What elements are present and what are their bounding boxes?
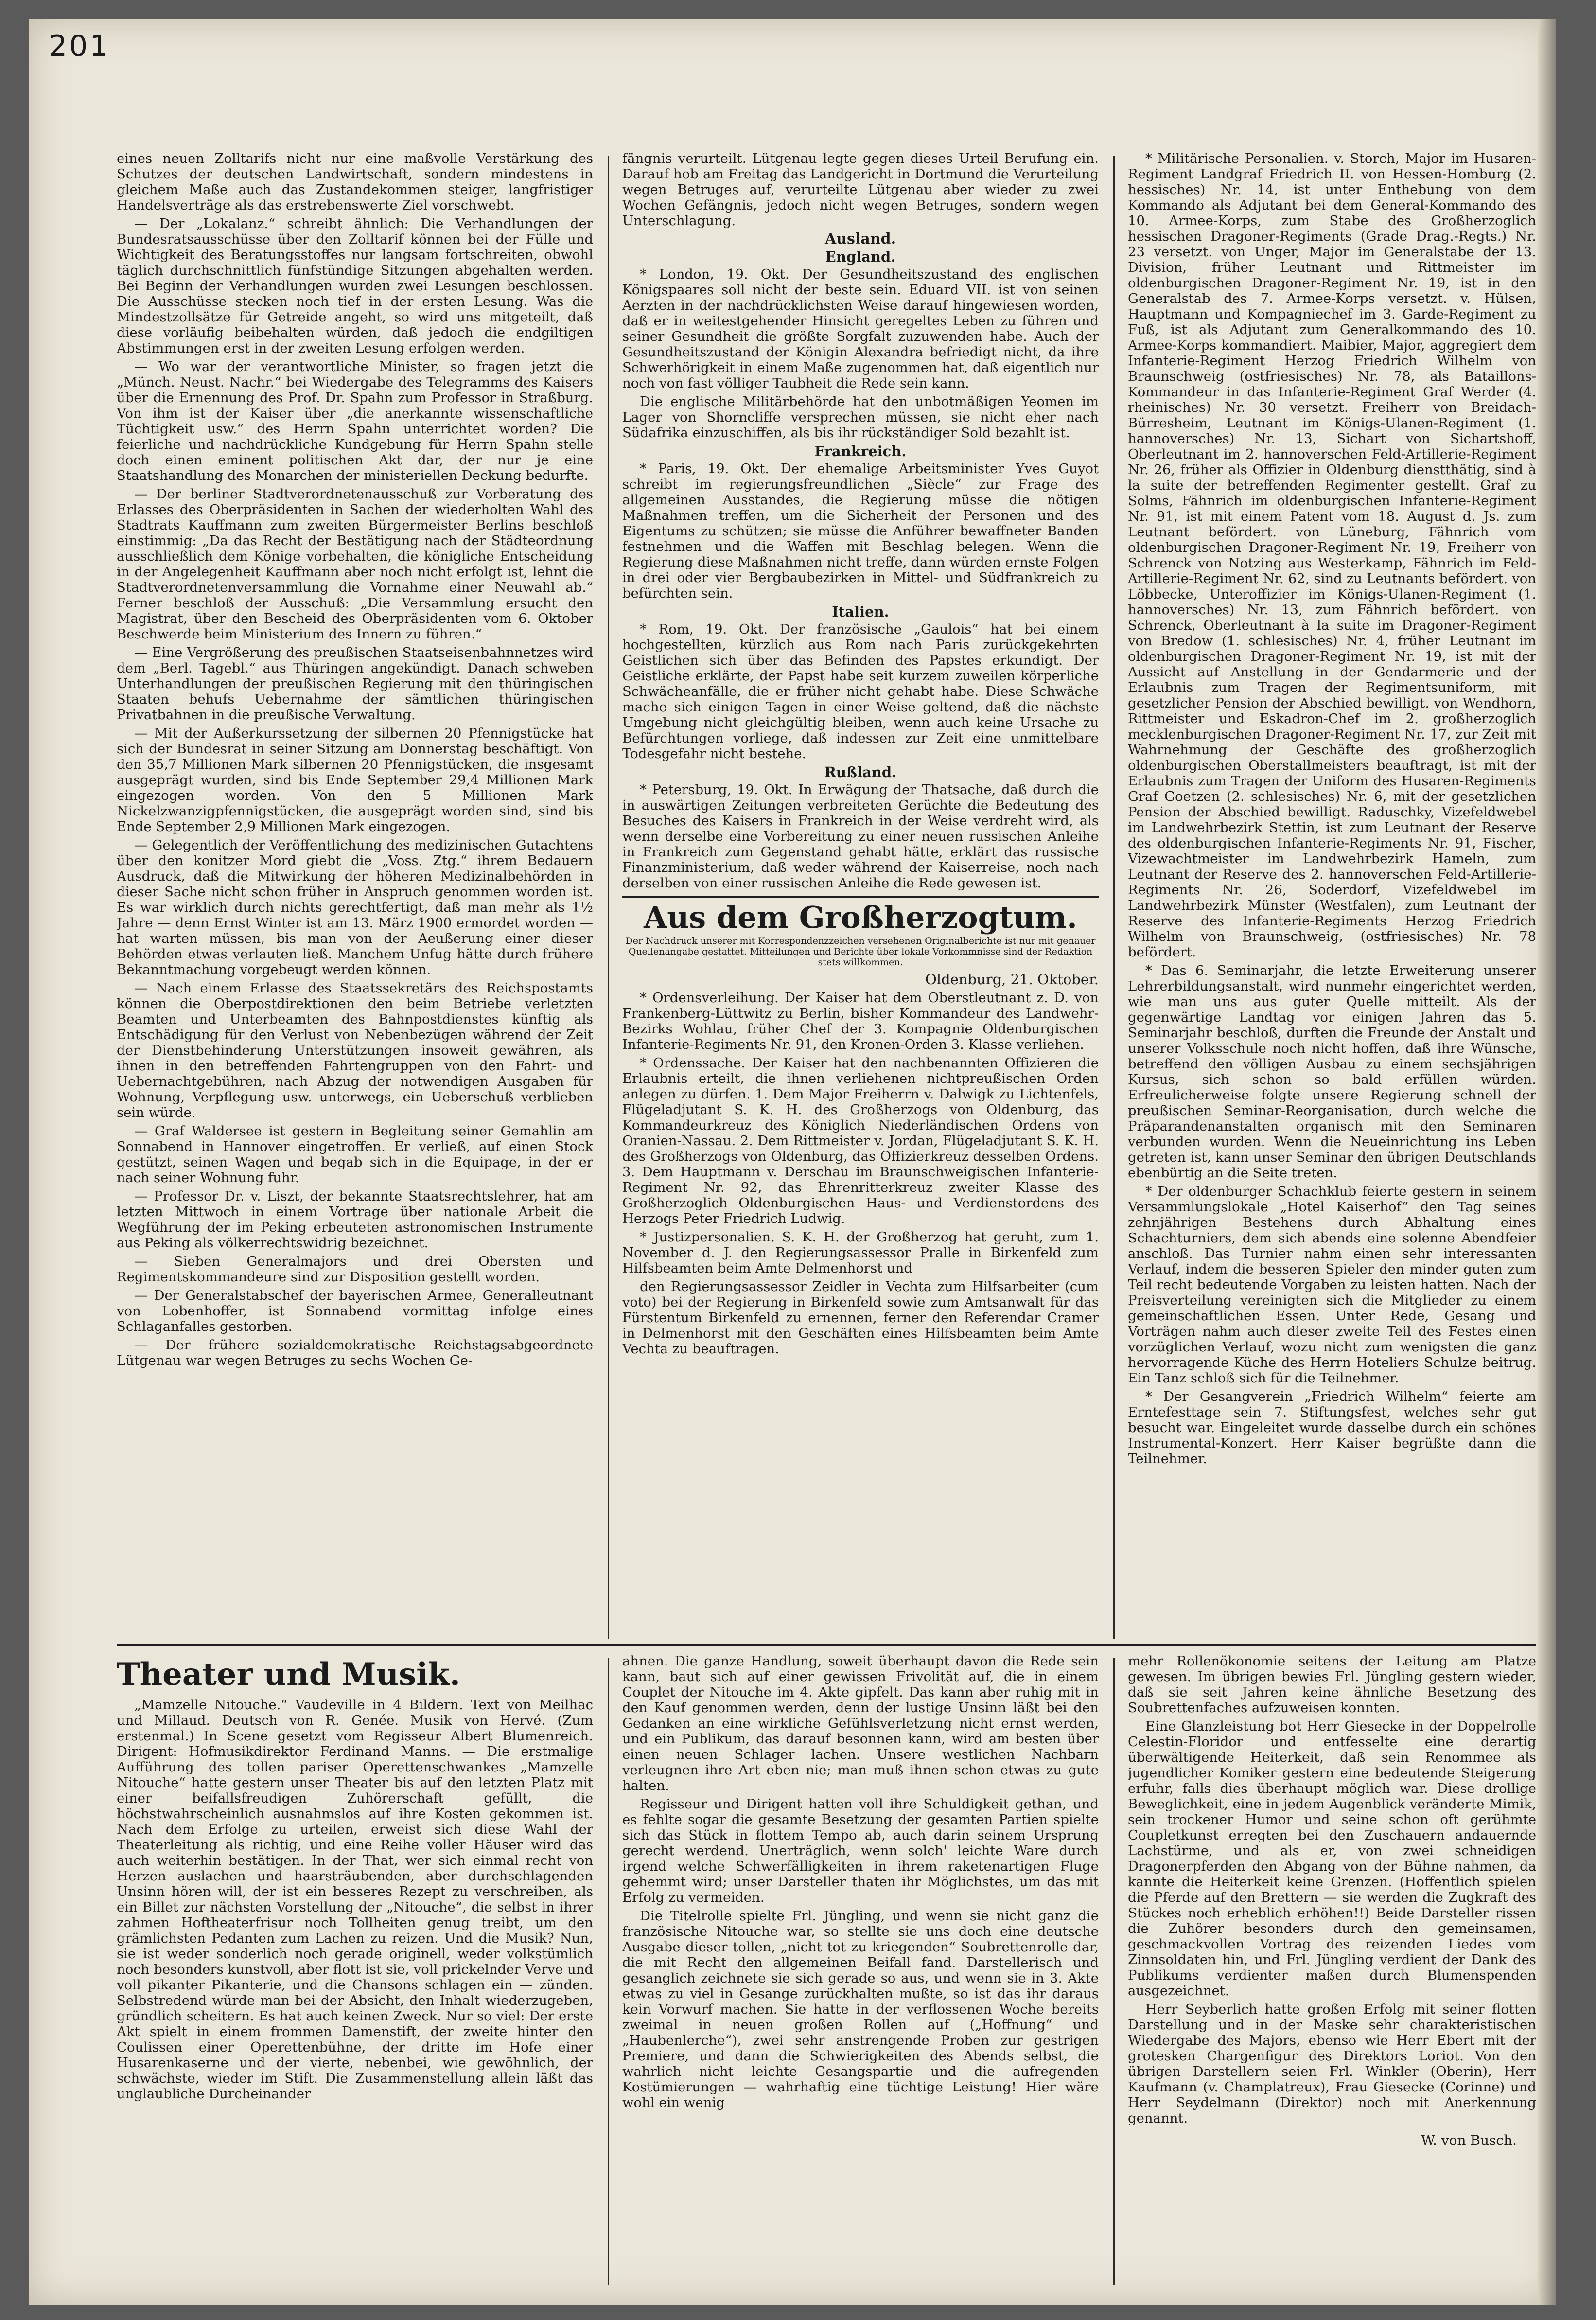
article-paragraph: * Rom, 19. Okt. Der französische „Gaulois“ hat bei einem hochgestellten, kürzlich aus Rom nach Paris zurückgekehrten Geistlichen sich über das Befinden des Papstes erkundigt. Der Geistliche erklärte, der Papst habe seit kurzem zuweilen körperliche Schwächeanfälle, die er früher nicht gehabt habe. Diese Schwäche mache sich einigen Tagen in einer Weise geltend, daß die nächste Umgebung nicht gleichgültig bleiben, wenn auch keine Ursache zu Befürchtungen vorliege, daß indessen zur Zeit eine unmittelbare Todesgefahr nicht bestehe. xyxy=(622,621,1099,762)
country-heading: Frankreich. xyxy=(814,443,907,460)
article-paragraph: — Gelegentlich der Veröffentlichung des medizinischen Gutachtens über den konitzer Mord giebt die „Voss. Ztg.“ ihrem Bedauern Ausdruck, daß die Mitwirkung der höheren Medizinalbehörden in dieser Sache nicht schon früher in Anspruch genommen worden ist. Es war wirklich durch nichts gerechtfertigt, daß man mehr als 1½ Jahre — denn Ernst Winter ist am 13. März 1900 ermordet worden — hat warten müssen, bis man von der Aeußerung einer dieser Behörden etwas verlauten ließ. Manchem Unfug hätte durch frühere Bekanntmachung vorgebeugt werden können. xyxy=(117,837,593,977)
article-paragraph: * Der Gesangverein „Friedrich Wilhelm“ feierte am Erntefesttage sein 7. Stiftungsfest, welches sehr gut besucht war. Eingeleitet wurde dasselbe durch ein schönes Instrumental-Konzert. Herr Kaiser begrüßte dann die Teilnehmer. xyxy=(1128,1389,1536,1467)
section-divider xyxy=(117,1644,1536,1646)
column-right xyxy=(1128,151,1536,1634)
column-divider xyxy=(1113,156,1115,1639)
article-paragraph: * Militärische Personalien. v. Storch, Major im Husaren-Regiment Landgraf Friedrich II. von Hessen-Homburg (2. hessisches) Nr. 14, ist unter Enthebung von dem Kommando als Adjutant bei dem General-Kommando des 10. Armee-Korps, zum Stabe des Großherzoglich hessischen Dragoner-Regiments (Grade Drag.-Regts.) Nr. 23 versetzt. von Unger, Major im Generalstabe der 13. Division, früher Leutnant und Rittmeister im oldenburgischen Dragoner-Regiment Nr. 19, ist in den Generalstab des 7. Armee-Korps versetzt. v. Hülsen, Hauptmann und Kompagniechef im 3. Garde-Regiment zu Fuß, ist als Adjutant zum Generalkommando des 10. Armee-Korps kommandiert. Maibier, Major, aggregiert dem Infanterie-Regiment Herzog Friedrich Wilhelm von Braunschweig (ostfriesisches) Nr. 78, als Bataillons-Kommandeur in das Infanterie-Regiment Graf Werder (4. rheinisches) Nr. 30 versetzt. Freiherr von Breidach-Bürresheim, Leutnant im Königs-Ulanen-Regiment (1. hannoversches) Nr. 13, Sichart von Sichartshoff, Oberleutnant im 2. hannoverschen Feld-Artillerie-Regiment Nr. 26, früher als Offizier in Oldenburg dienstthätig, sind à la suite der betreffenden Regimenter gestellt. Graf zu Solms, Fähnrich im oldenburgischen Infanterie-Regiment Nr. 91, ist mit einem Patent vom 18. August d. Js. zum Leutnant befördert. von Lüneburg, Fähnrich vom oldenburgischen Dragoner-Regiment Nr. 19, Freiherr von Schrenck von Notzing aus Westerkamp, Fähnrich im Feld-Artillerie-Regiment Nr. 62, sind zu Leutnants befördert. von Löbbecke, Unteroffizier im Königs-Ulanen-Regiment (1. hannoversches) Nr. 13, zum Fähnrich befördert. von Schrenck, Oberleutnant à la suite im Dragoner-Regiment von Bredow (1. schlesisches) Nr. 4, früher Leutnant im oldenburgischen Dragoner-Regiment Nr. 19, ist mit der Aussicht auf Anstellung in der Gendarmerie und der Erlaubnis zum Tragen der Regimentsuniform, mit gesetzlicher Pension der Abschied bewilligt. von Wendhorn, Rittmeister und Eskadron-Chef im 2. großherzoglich mecklenburgischen Dragoner-Regiment Nr. 17, zur Zeit mit Wahrnehmung der Geschäfte des großherzoglich oldenburgischen Oberstallmeisters beauftragt, ist mit der Erlaubnis zum Tragen der Uniform des Husaren-Regiments Graf Goetzen (2. schlesisches) Nr. 6, mit der gesetzlichen Pension der Abschied bewilligt. Raduschky, Vizefeldwebel im Landwehrbezirk Stettin, ist zum Leutnant der Reserve des oldenburgischen Infanterie-Regiments Nr. 91, Fischer, Vizewachtmeister im Landwehrbezirk Hameln, zum Leutnant der Reserve des 2. hannoverschen Feld-Artillerie-Regiments Nr. 26, Soderdorf, Vizefeldwebel im Landwehrbezirk Münster (Westfalen), zum Leutnant der Reserve des Infanterie-Regiments Herzog Friedrich Wilhelm von Braunschweig, (ostfriesisches) Nr. 78 befördert. xyxy=(1128,151,1536,960)
article-paragraph: — Mit der Außerkurssetzung der silbernen 20 Pfennigstücke hat sich der Bundesrat in seiner Sitzung am Donnerstag beschäftigt. Von den 35,7 Millionen Mark silbernen 20 Pfennigstücken, die insgesamt ausgeprägt wurden, sind bis Ende September 29,4 Millionen Mark eingezogen worden. Von den 5 Millionen Mark Nickelzwanzigpfennigstücken, die ausgeprägt worden sind, sind bis Ende September 2,9 Millionen Mark eingezogen. xyxy=(117,726,593,834)
reprint-notice: Der Nachdruck unserer mit Korrespondenzzeichen versehenen Originalberichte ist nur mit genauer Quellenangabe gestattet. Mitteilungen und Berichte über lokale Vorkommnisse sind der Redaktion stets willkommen. xyxy=(625,936,1096,968)
column-left xyxy=(117,151,593,1634)
review-paragraph: Die Titelrolle spielte Frl. Jüngling, und wenn sie nicht ganz die französische Nitouche war, so stellte sie uns doch eine deutsche Ausgabe dieser tollen, „nicht tot zu kriegenden“ Soubrettenrolle dar, die mit Recht den allgemeinen Beifall fand. Darstellerisch und gesanglich zeichnete sie sich gerade so aus, und wenn sie in 3. Akte etwas zu viel in Gesange zurückhalten mußte, so ist das ihr daraus kein Vorwurf machen. Sie hatte in der verflossenen Woche bereits zweimal in neuen großen Rollen auf („Hoffnung“ und „Haubenlerche“), zwei sehr anstrengende Proben zur gestrigen Premiere, und dann die Schwierigkeiten des Abends selbst, die wahrlich nicht leichte Gesangspartie und die aufregenden Kostümierungen — wahrhaftig eine tüchtige Leistung! Hier wäre wohl ein wenig xyxy=(622,1908,1099,2110)
country-heading: Rußland. xyxy=(824,764,897,780)
article-paragraph: — Nach einem Erlasse des Staatssekretärs des Reichspostamts können die Oberpostdirektionen den beim Betriebe verletzten Beamten und Unterbeamten des Bahnpostdienstes künftig als Entschädigung für den Verlust von Nebenbezügen während der Zeit der Dienstbehinderung Unterstützungen insoweit gewähren, als ihnen in den betreffenden Fahrtengruppen von den Fahrt- und Uebernachtgebühren, nach Abzug der notwendigen Ausgaben für Wohnung, Verpflegung usw. unterwegs, ein Ueberschuß verblieben sein würde. xyxy=(117,980,593,1120)
article-paragraph: — Der frühere sozialdemokratische Reichstagsabgeordnete Lütgenau war wegen Betruges zu sechs Wochen Ge- xyxy=(117,1337,593,1368)
article-paragraph: — Der „Lokalanz.“ schreibt ähnlich: Die Verhandlungen der Bundesratsausschüsse über den Zolltarif können bei der Fülle und Wichtigkeit des Beratungsstoffes nur langsam fortschreiten, obwohl täglich durchschnittlich fünfstündige Sitzungen abgehalten werden. Bei Beginn der Verhandlungen wurden zwei Lesungen beschlossen. Die Ausschüsse stecken noch tief in der ersten Lesung. Was die Mindestzollsätze für Getreide angeht, so wird uns mitgeteilt, daß diese vorläufig beibehalten würden, daß jedoch die endgiltigen Abstimmungen erst in der zweiten Lesung erfolgen werden. xyxy=(117,216,593,356)
review-paragraph: Regisseur und Dirigent hatten voll ihre Schuldigkeit gethan, und es fehlte sogar die gesamte Besetzung der gesamten Partien spielte sich das Stück in flottem Tempo ab, auch darin seinem Ursprung gerecht werdend. Unerträglich, wenn solch' leichte Ware durch irgend welche Schwerfälligkeiten in ihrem raketenartigen Fluge gehemmt wird; unser Darsteller thaten ihr Möglichstes, um das mit Erfolg zu vermeiden. xyxy=(622,1796,1099,1905)
column-divider xyxy=(608,156,609,1639)
section-title: Aus dem Großherzogtum. xyxy=(644,900,1077,935)
country-heading: England. xyxy=(825,248,896,265)
article-paragraph: Die englische Militärbehörde hat den unbotmäßigen Yeomen im Lager von Shorncliffe versprechen müssen, sie nicht eher nach Südafrika einzuschiffen, als bis ihr rückständiger Sold bezahlt ist. xyxy=(622,394,1099,441)
article-paragraph: — Eine Vergrößerung des preußischen Staatseisenbahnnetzes wird dem „Berl. Tagebl.“ aus Thüringen angekündigt. Danach schweben Unterhandlungen der preußischen Regierung mit den thüringischen Staaten behufs Uebernahme der sämtlichen thüringischen Privatbahnen in die preußische Verwaltung. xyxy=(117,645,593,723)
page-number: 201 xyxy=(49,29,110,63)
country-heading: Italien. xyxy=(832,603,889,620)
newspaper-page xyxy=(29,19,1556,2305)
review-paragraph: Herr Seyberlich hatte großen Erfolg mit seiner flotten Darstellung und in der Maske sehr charakteristischen Wiedergabe des Majors, ebenso wie Herr Ebert mit der grotesken Chargenfigur des Direktors Loriot. Von den übrigen Darstellern seien Frl. Winkler (Oberin), Herr Kaufmann (v. Champlatreux), Frau Giesecke (Corinne) und Herr Seydelmann (Direktor) noch mit Anerkennung genannt. xyxy=(1128,2001,1536,2126)
article-paragraph: — Sieben Generalmajors und drei Obersten und Regimentskommandeure sind zur Disposition gestellt worden. xyxy=(117,1254,593,1285)
review-paragraph: Eine Glanzleistung bot Herr Giesecke in der Doppelrolle Celestin-Floridor und entfesselte eine derartig überwältigende Heiterkeit, daß sein Renommee als jugendlicher Komiker gestern eine bedeutende Steigerung erfuhr, falls dies überhaupt möglich war. Diese drollige Beweglichkeit, eine in jedem Augenblick veränderte Mimik, sein trockener Humor und seine schon oft gerühmte Coupletkunst erregten bei den Zuschauern andauernde Lachstürme, und als er, von zwei schneidigen Dragonerpferden den Abgang von der Bühne nahmen, da kannte die Heiterkeit keine Grenzen. (Hoffentlich spielen die Pferde auf den Brettern — sie werden die Zugkraft des Stückes noch erheblich erhöhen!!) Beide Darsteller rissen die Zuhörer besonders durch den gemeinsamen, geschmackvollen Vortrag des reizenden Liedes vom Zinnsoldaten hin, und Frl. Jüngling verdient der Dank des Publikums verdienter maßen durch Blumenspenden ausgezeichnet. xyxy=(1128,1718,1536,1999)
article-paragraph: — Der berliner Stadtverordnetenausschuß zur Vorberatung des Erlasses des Oberpräsidenten in Sachen der wiederholten Wahl des Stadtrats Kauffmann zum zweiten Bürgermeister Berlins beschloß einstimmig: „Da das Recht der Bestätigung nach der Städteordnung ausschließlich dem Könige vorbehalten, die königliche Entscheidung in der Angelegenheit Kauffmann aber noch nicht erfolgt ist, lehnt die Stadtverordnetenversammlung die Vornahme einer Neuwahl ab.“ Ferner beschloß der Ausschuß: „Die Versammlung ersucht den Magistrat, über den Bescheid des Oberpräsidenten vom 6. Oktober Beschwerde beim Ministerium des Innern zu führen.“ xyxy=(117,486,593,642)
theater-column-left xyxy=(117,1653,593,2285)
article-paragraph: * Der oldenburger Schachklub feierte gestern in seinem Versammlungslokale „Hotel Kaiserhof“ den Tag seines zehnjährigen Bestehens durch Abhaltung eines Schachturniers, dem sich abends eine solenne Abendfeier anschloß. Das Turnier nahm einen sehr interessanten Verlauf, indem die besseren Spieler den minder guten zum Teil recht bedeutende Vorgaben zu leisten hatten. Nach der Preisverteilung vereinigten sich die Mitglieder zu einem gemeinschaftlichen Essen. Unter Rede, Gesang und Vorträgen nahm auch dieser zweite Teil des Festes einen vorzüglichen Verlauf, wozu nicht zum wenigsten die ganz hervorragende Küche des Herrn Hoteliers Schulze beitrug. Ein Tanz schloß sich für die Teilnehmer. xyxy=(1128,1184,1536,1386)
article-paragraph: — Professor Dr. v. Liszt, der bekannte Staatsrechtslehrer, hat am letzten Mittwoch in einem Vortrage über nationale Arbeit die Wegführung der im Peking erbeuteten astronomischen Instrumente aus Peking als völkerrechtswidrig bezeichnet. xyxy=(117,1188,593,1251)
article-paragraph: — Wo war der verantwortliche Minister, so fragen jetzt die „Münch. Neust. Nachr.“ bei Wiedergabe des Telegramms des Kaisers über die Ernennung des Prof. Dr. Spahn zum Professor in Straßburg. Von ihm ist der Kaiser über „die anerkannte wissenschaftliche Tüchtigkeit usw.“ des Herrn Spahn unterrichtet worden? Die feierliche und nachdrückliche Kundgebung für Herrn Spahn stelle doch einen eminent politischen Akt dar, der nur je eine Staatshandlung des Monarchen der ministeriellen Deckung bedurfte. xyxy=(117,359,593,483)
article-paragraph: * London, 19. Okt. Der Gesundheitszustand des englischen Königspaares soll nicht der beste sein. Eduard VII. ist von seinen Aerzten in der nachdrücklichsten Weise darauf hingewiesen worden, daß er in weitestgehender Hinsicht geregeltes Leben zu führen und seiner Gesundheit die größte Sorgfalt zuzuwenden habe. Auch der Gesundheitszustand der Königin Alexandra befriedigt nicht, da ihre Schwerhörigkeit in einem Maße zugenommen hat, daß eigentlich nur noch von fast völliger Taubheit die Rede sein kann. xyxy=(622,266,1099,391)
theater-column-right xyxy=(1128,1653,1536,2285)
column-divider xyxy=(608,1658,609,2285)
page-edge-shadow xyxy=(1538,19,1556,2305)
article-paragraph: — Der Generalstabschef der bayerischen Armee, Generalleutnant von Lobenhoffer, ist Sonnabend vormittag infolge eines Schlaganfalles gestorben. xyxy=(117,1288,593,1334)
review-paragraph: ahnen. Die ganze Handlung, soweit überhaupt davon die Rede sein kann, baut sich auf einer gewissen Frivolität auf, die in einem Couplet der Nitouche im 4. Akte gipfelt. Das kann aber ruhig mit in den Kauf genommen werden, denn der lustige Unsinn läßt bei den Gedanken an eine wirkliche Gefühlsverletzung nicht ernst werden, und ein Publikum, das darauf besonnen kann, wird am besten über einen neuen Schlager lachen. Unsere westlichen Nachbarn verleugnen ihre Art eben nie; man muß ihnen schon etwas zu gute halten. xyxy=(622,1653,1099,1793)
review-paragraph: mehr Rollenökonomie seitens der Leitung am Platze gewesen. Im übrigen bewies Frl. Jüngling gestern wieder, daß sie seit Jahren keine ähnliche Besetzung des Soubrettenfaches aufzuweisen konnten. xyxy=(1128,1653,1536,1716)
article-paragraph: — Graf Waldersee ist gestern in Begleitung seiner Gemahlin am Sonnabend in Hannover eingetroffen. Er verließ, auf einen Stock gestützt, seinen Wagen und begab sich in die Equipage, in der er nach seiner Wohnung fuhr. xyxy=(117,1123,593,1186)
author-signature: W. von Busch. xyxy=(1421,2132,1517,2148)
column-divider xyxy=(1113,1658,1115,2285)
theater-column-middle xyxy=(622,1653,1099,2285)
article-paragraph: eines neuen Zolltarifs nicht nur eine maßvolle Verstärkung des Schutzes der deutschen Landwirtschaft, sondern mindestens in gleichem Maße auch das Zustandekommen steiger, langfristiger Handelsverträge als das erstrebenswerte Ziel vorschwebt. xyxy=(117,151,593,213)
article-paragraph: * Petersburg, 19. Okt. In Erwägung der Thatsache, daß durch die in auswärtigen Zeitungen verbreiteten Gerüchte die Bedeutung des Besuches des Kaisers in Frankreich in der Weise verdreht wird, als wenn derselbe eine Vorbereitung zu einer neuen russischen Anleihe in Frankreich zum Gegenstand gehabt hätte, erklärt das russische Finanzministerium, daß weder während der Kaiserreise, noch nach derselben von einer russischen Anleihe die Rede gewesen ist. xyxy=(622,782,1099,891)
article-paragraph: * Paris, 19. Okt. Der ehemalige Arbeitsminister Yves Guyot schreibt im regierungsfreundlichen „Siècle“ zur Frage des allgemeinen Ausstandes, die Regierung müsse die nötigen Maßnahmen treffen, um die Sicherheit der Personen und des Eigentums zu schützen; sie müsse die Anführer bewaffneter Banden festnehmen und die Waffen mit Beschlag belegen. Wenn die Regierung diese Maßnahmen nicht treffe, dann würden ernste Folgen in drei oder vier Bergbaubezirken in Mittel- und Südfrankreich zu befürchten sein. xyxy=(622,461,1099,601)
article-paragraph: fängnis verurteilt. Lütgenau legte gegen dieses Urteil Berufung ein. Darauf hob am Freitag das Landgericht in Dortmund die Verurteilung wegen Betruges auf, verurteilte Lütgenau aber wieder zu zwei Wochen Gefängnis, jedoch nicht wegen Betruges, sondern wegen Unterschlagung. xyxy=(622,151,1099,229)
article-paragraph: den Regierungsassessor Zeidler in Vechta zum Hilfsarbeiter (cum voto) bei der Regierung in Birkenfeld sowie zum Amtsanwalt für das Fürstentum Birkenfeld zu ernennen, ferner den Referendar Cramer in Delmenhorst mit den Geschäften eines Hilfsbeamten beim Amte Vechta zu beauftragen. xyxy=(622,1279,1099,1357)
article-paragraph: * Justizpersonalien. S. K. H. der Großherzog hat geruht, zum 1. November d. J. den Regierungsassessor Pralle in Birkenfeld zum Hilfsbeamten beim Amte Delmenhorst und xyxy=(622,1229,1099,1276)
section-title: Theater und Musik. xyxy=(117,1656,461,1693)
review-paragraph: „Mamzelle Nitouche.“ Vaudeville in 4 Bildern. Text von Meilhac und Millaud. Deutsch von R. Genée. Musik von Hervé. (Zum erstenmal.) In Scene gesetzt vom Regisseur Albert Blumenreich. Dirigent: Hofmusikdirektor Ferdinand Manns. — Die erstmalige Aufführung des tollen pariser Operettenschwankes „Mamzelle Nitouche“ hatte gestern unser Theater bis auf den letzten Platz mit einer beifallsfreudigen Zuhörerschaft gefüllt, die höchstwahrscheinlich ausnahmslos auf ihre Kosten gekommen ist. Nach dem Erfolge zu urteilen, erweist sich diese Wahl der Theaterleitung als richtig, und eine Reihe voller Häuser wird das auch weiterhin bestätigen. In der That, wer sich einmal recht von Herzen auslachen und haarsträubenden, aber durchschlagenden Unsinn hören will, der ist ein besseres Rezept zu verschreiben, als ein Billet zur nächsten Vorstellung der „Nitouche“, die selbst in ihrer zahmen Hoftheaterfrisur noch Tollheiten genug treibt, um den grämlichsten Pedanten zum Lachen zu reizen. Und die Musik? Nun, sie ist weder sonderlich noch gerade originell, weder volkstümlich noch besonders kunstvoll, aber flott ist sie, voll prickelnder Verve und voll pikanter Pikanterie, und die Chansons schlagen ein — zünden. Selbstredend würde man bei der Absicht, den Inhalt wiederzugeben, gründlich scheitern. Es hat auch keinen Zweck. Nur so viel: Der erste Akt spielt in einem frommen Damenstift, der zweite hinter den Coulissen einer Operettenbühne, der dritte im Hofe einer Husarenkaserne und der vierte, nebenbei, wie gewöhnlich, der schwächste, wieder im Stift. Die Zusammenstellung allein läßt das unglaubliche Durcheinander xyxy=(117,1697,593,2102)
article-paragraph: * Ordensverleihung. Der Kaiser hat dem Oberstleutnant z. D. von Frankenberg-Lüttwitz zu Berlin, bisher Kommandeur des Landwehr-Bezirks Wohlau, früher Chef der 3. Kompagnie Oldenburgischen Infanterie-Regiments Nr. 91, den Kronen-Orden 3. Klasse verliehen. xyxy=(622,990,1099,1052)
section-rule xyxy=(622,896,1099,898)
dateline: Oldenburg, 21. Oktober. xyxy=(925,971,1099,988)
article-paragraph: * Das 6. Seminarjahr, die letzte Erweiterung unserer Lehrerbildungsanstalt, wird nunmehr eingerichtet werden, wie man uns aus guter Quelle mitteilt. Als der gegenwärtige Landtag vor einigen Jahren das 5. Seminarjahr beschloß, durften die Freunde der Anstalt und unserer Volksschule noch nicht hoffen, daß ihre Wünsche, betreffend den völligen Ausbau zu einem sechsjährigen Kursus, sich schon so bald erfüllen würden. Erfreulicherweise folgte unsere Regierung schnell der preußischen Seminar-Reorganisation, durch welche die Präparandenanstalten organisch mit den Seminaren verbunden wurden. Wenn die Neueinrichtung ins Leben getreten ist, kann unser Seminar den übrigen Deutschlands ebenbürtig an die Seite treten. xyxy=(1128,963,1536,1181)
column-middle xyxy=(622,151,1099,1634)
section-heading: Ausland. xyxy=(824,230,896,248)
article-paragraph: * Ordenssache. Der Kaiser hat den nachbenannten Offizieren die Erlaubnis erteilt, die ihnen verliehenen nichtpreußischen Orden anlegen zu dürfen. 1. Dem Major Freiherrn v. Dalwigk zu Lichtenfels, Flügeladjutant S. K. H. des Großherzogs von Oldenburg, das Kommandeurkreuz des Königlich Niederländischen Ordens von Oranien-Nassau. 2. Dem Rittmeister v. Jordan, Flügeladjutant S. K. H. des Großherzogs von Oldenburg, das Offizierkreuz desselben Ordens. 3. Dem Hauptmann v. Derschau im Braunschweigischen Infanterie-Regiment Nr. 92, das Ehrenritterkreuz zweiter Klasse des Großherzoglich Oldenburgischen Haus- und Verdienstordens des Herzogs Peter Friedrich Ludwig. xyxy=(622,1055,1099,1226)
